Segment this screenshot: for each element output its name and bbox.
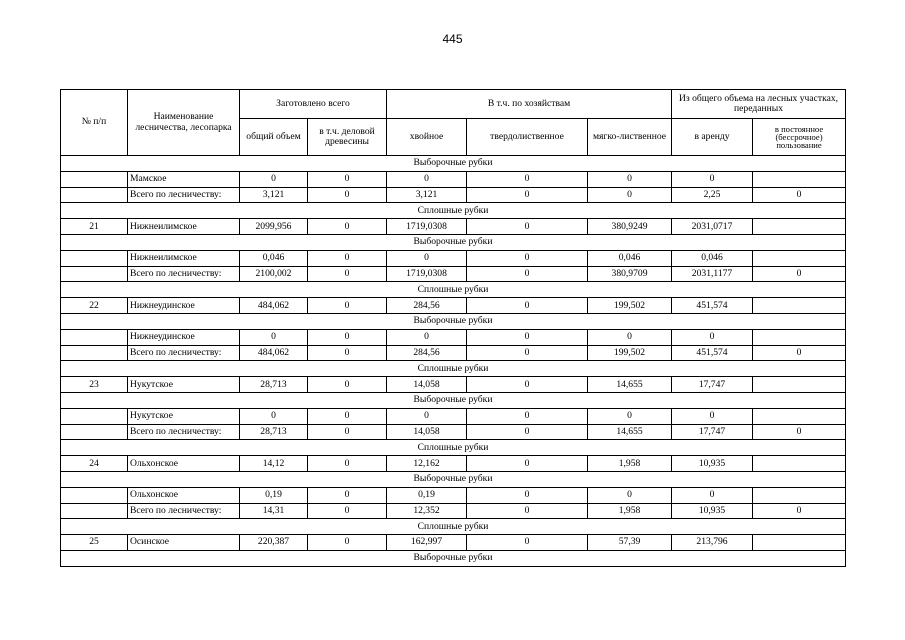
table-cell: 0 [308, 456, 387, 472]
table-row [61, 219, 846, 235]
table-cell: 0 [467, 171, 588, 187]
table-cell: 3,121 [387, 187, 467, 203]
table-row [61, 266, 846, 282]
table-row [61, 487, 846, 503]
table-cell: Нукутское [128, 377, 240, 393]
table-cell: 0 [467, 535, 588, 551]
table-cell: 380,9709 [588, 266, 672, 282]
table-cell: 14,31 [240, 503, 308, 519]
table-cell: Мамское [128, 171, 240, 187]
table-cell: 0 [467, 298, 588, 314]
table-cell: 0 [308, 377, 387, 393]
table-row [61, 424, 846, 440]
table-cell: 213,796 [672, 535, 753, 551]
table-cell [753, 408, 846, 424]
table-cell: 14,12 [240, 456, 308, 472]
section-label: Сплошные рубки [61, 519, 846, 535]
table-row [61, 345, 846, 361]
table-cell [61, 487, 128, 503]
table-row [61, 329, 846, 345]
table-cell: 199,502 [588, 298, 672, 314]
table-cell: 451,574 [672, 345, 753, 361]
table-cell [61, 187, 128, 203]
table-cell: 2031,1177 [672, 266, 753, 282]
table-cell: Нижнеилимское [128, 250, 240, 266]
table-cell [61, 171, 128, 187]
header-harvested-total: Заготовлено всего [240, 90, 387, 119]
table-cell: 162,997 [387, 535, 467, 551]
table-cell [61, 345, 128, 361]
section-row [61, 440, 846, 456]
table-cell: Всего по лесничеству: [128, 187, 240, 203]
table-cell: 0 [240, 408, 308, 424]
header-by-farm: В т.ч. по хозяйствам [387, 90, 672, 119]
header-transferred: Из общего объема на лесных участках, переданных [672, 90, 846, 119]
table-cell: 380,9249 [588, 219, 672, 235]
table-row [61, 171, 846, 187]
table-cell: 0 [387, 171, 467, 187]
table-cell: 14,655 [588, 424, 672, 440]
table-cell: 0 [308, 250, 387, 266]
table-cell: 1719,0308 [387, 266, 467, 282]
table-cell [753, 250, 846, 266]
table-cell: 2100,002 [240, 266, 308, 282]
header-lease: в аренду [672, 119, 753, 156]
table-cell: 0 [308, 329, 387, 345]
table-cell: 0 [308, 266, 387, 282]
table-cell: 17,747 [672, 377, 753, 393]
table-cell: 0 [240, 329, 308, 345]
table-cell: 2031,0717 [672, 219, 753, 235]
table-cell: 0 [308, 187, 387, 203]
table-cell: 22 [61, 298, 128, 314]
table-cell: 0 [753, 266, 846, 282]
table-row [61, 298, 846, 314]
table-cell [753, 377, 846, 393]
table-cell [753, 329, 846, 345]
table-cell: Нижнеудинское [128, 329, 240, 345]
table-cell: 0 [467, 329, 588, 345]
header-name: Наименование лесничества, лесопарка [128, 90, 240, 156]
table-cell: Нижнеудинское [128, 298, 240, 314]
table-cell: Всего по лесничеству: [128, 424, 240, 440]
table-cell: 0 [240, 171, 308, 187]
page-number: 445 [442, 32, 463, 46]
table-cell: 24 [61, 456, 128, 472]
section-row [61, 519, 846, 535]
table-cell: 0 [588, 487, 672, 503]
table-cell: 28,713 [240, 377, 308, 393]
table-cell: 14,058 [387, 424, 467, 440]
table-cell: 2,25 [672, 187, 753, 203]
table-cell: Ольхонское [128, 487, 240, 503]
table-cell: 0 [753, 187, 846, 203]
table-cell: 0 [308, 298, 387, 314]
table-cell: 0 [467, 266, 588, 282]
table-cell: 0 [387, 329, 467, 345]
table-cell: 0 [308, 424, 387, 440]
table-cell: Всего по лесничеству: [128, 266, 240, 282]
table-cell [753, 219, 846, 235]
table-cell: 0 [588, 187, 672, 203]
section-row [61, 361, 846, 377]
table-row [61, 187, 846, 203]
table-cell: 0 [467, 187, 588, 203]
table-row [61, 377, 846, 393]
table-cell: 0 [308, 487, 387, 503]
section-label: Сплошные рубки [61, 282, 846, 298]
table-cell [753, 171, 846, 187]
header-num: № п/п [61, 90, 128, 156]
table-cell: 0,046 [672, 250, 753, 266]
section-label: Выборочные рубки [61, 550, 846, 566]
table-cell: 0 [588, 171, 672, 187]
table-cell [753, 487, 846, 503]
table-cell: 451,574 [672, 298, 753, 314]
table-cell: Ольхонское [128, 456, 240, 472]
table-cell: 23 [61, 377, 128, 393]
table-cell [61, 329, 128, 345]
table-cell: 0 [672, 329, 753, 345]
table-cell: 0 [753, 424, 846, 440]
table-cell [753, 456, 846, 472]
section-row [61, 550, 846, 566]
section-label: Выборочные рубки [61, 392, 846, 408]
table-cell: 17,747 [672, 424, 753, 440]
table-cell: 2099,956 [240, 219, 308, 235]
table-cell: 284,56 [387, 298, 467, 314]
table-cell: 0 [467, 503, 588, 519]
table-row [61, 456, 846, 472]
table-cell: 0 [467, 219, 588, 235]
table-cell: 10,935 [672, 503, 753, 519]
header-business-wood: в т.ч. деловой древесины [308, 119, 387, 156]
header-hardwood: твердолиственное [467, 119, 588, 156]
header-coniferous: хвойное [387, 119, 467, 156]
table-cell [753, 535, 846, 551]
table-row [61, 503, 846, 519]
table-cell: 0,046 [588, 250, 672, 266]
table-cell: 28,713 [240, 424, 308, 440]
header-softwood: мягко-лиственное [588, 119, 672, 156]
table-cell [753, 298, 846, 314]
forest-harvest-table [60, 89, 846, 567]
table-cell: Нижнеилимское [128, 219, 240, 235]
table-cell: 0 [467, 377, 588, 393]
table-cell: 0 [753, 503, 846, 519]
table-cell: 0 [308, 535, 387, 551]
section-label: Выборочные рубки [61, 156, 846, 172]
table-cell [61, 266, 128, 282]
table-cell: 0 [308, 503, 387, 519]
table-cell: 0 [753, 345, 846, 361]
table-cell: 0 [672, 171, 753, 187]
table-cell: 0 [672, 408, 753, 424]
table-cell: 484,062 [240, 298, 308, 314]
header-permanent-use: в постоянное (бессрочное) пользование [753, 119, 846, 156]
section-row [61, 156, 846, 172]
table-cell: 1719,0308 [387, 219, 467, 235]
section-label: Выборочные рубки [61, 234, 846, 250]
section-label: Сплошные рубки [61, 203, 846, 219]
table-cell [61, 503, 128, 519]
table-cell [61, 424, 128, 440]
table-cell: 0 [387, 250, 467, 266]
table-cell: 484,062 [240, 345, 308, 361]
section-row [61, 313, 846, 329]
section-label: Выборочные рубки [61, 471, 846, 487]
table-cell: 199,502 [588, 345, 672, 361]
table-cell: 0 [467, 250, 588, 266]
table-cell: 0 [672, 487, 753, 503]
table-cell: 12,162 [387, 456, 467, 472]
table-cell: 0,046 [240, 250, 308, 266]
section-label: Сплошные рубки [61, 361, 846, 377]
table-cell: 10,935 [672, 456, 753, 472]
table-cell: Всего по лесничеству: [128, 503, 240, 519]
table-row [61, 250, 846, 266]
table-cell: 0 [467, 408, 588, 424]
table-cell: 14,655 [588, 377, 672, 393]
table-cell: 0 [308, 171, 387, 187]
table-cell: 0 [387, 408, 467, 424]
table-cell [61, 408, 128, 424]
section-label: Сплошные рубки [61, 440, 846, 456]
table-cell: 0 [588, 329, 672, 345]
section-row [61, 234, 846, 250]
table-body [61, 156, 846, 567]
table-cell: 3,121 [240, 187, 308, 203]
table-cell: 284,56 [387, 345, 467, 361]
table-cell: 0 [467, 345, 588, 361]
table-cell: 1,958 [588, 456, 672, 472]
section-row [61, 471, 846, 487]
section-row [61, 203, 846, 219]
table-cell: 0 [588, 408, 672, 424]
table-cell: Осинское [128, 535, 240, 551]
table-cell: 0 [308, 408, 387, 424]
table-cell: 0 [308, 345, 387, 361]
table-cell: 0,19 [240, 487, 308, 503]
table-cell: 1,958 [588, 503, 672, 519]
table-cell: 220,387 [240, 535, 308, 551]
table-cell: 0 [467, 424, 588, 440]
table-row [61, 408, 846, 424]
section-row [61, 392, 846, 408]
table-cell: 25 [61, 535, 128, 551]
section-row [61, 282, 846, 298]
table-cell: 57,39 [588, 535, 672, 551]
table-cell [61, 250, 128, 266]
table-cell: 0 [467, 487, 588, 503]
table-cell: 0 [308, 219, 387, 235]
table-cell: 12,352 [387, 503, 467, 519]
table-cell: Всего по лесничеству: [128, 345, 240, 361]
table-cell: Нукутское [128, 408, 240, 424]
section-label: Выборочные рубки [61, 313, 846, 329]
table-cell: 0,19 [387, 487, 467, 503]
table-row [61, 535, 846, 551]
table-cell: 21 [61, 219, 128, 235]
header-total-volume: общий объем [240, 119, 308, 156]
table-cell: 0 [467, 456, 588, 472]
table-cell: 14,058 [387, 377, 467, 393]
